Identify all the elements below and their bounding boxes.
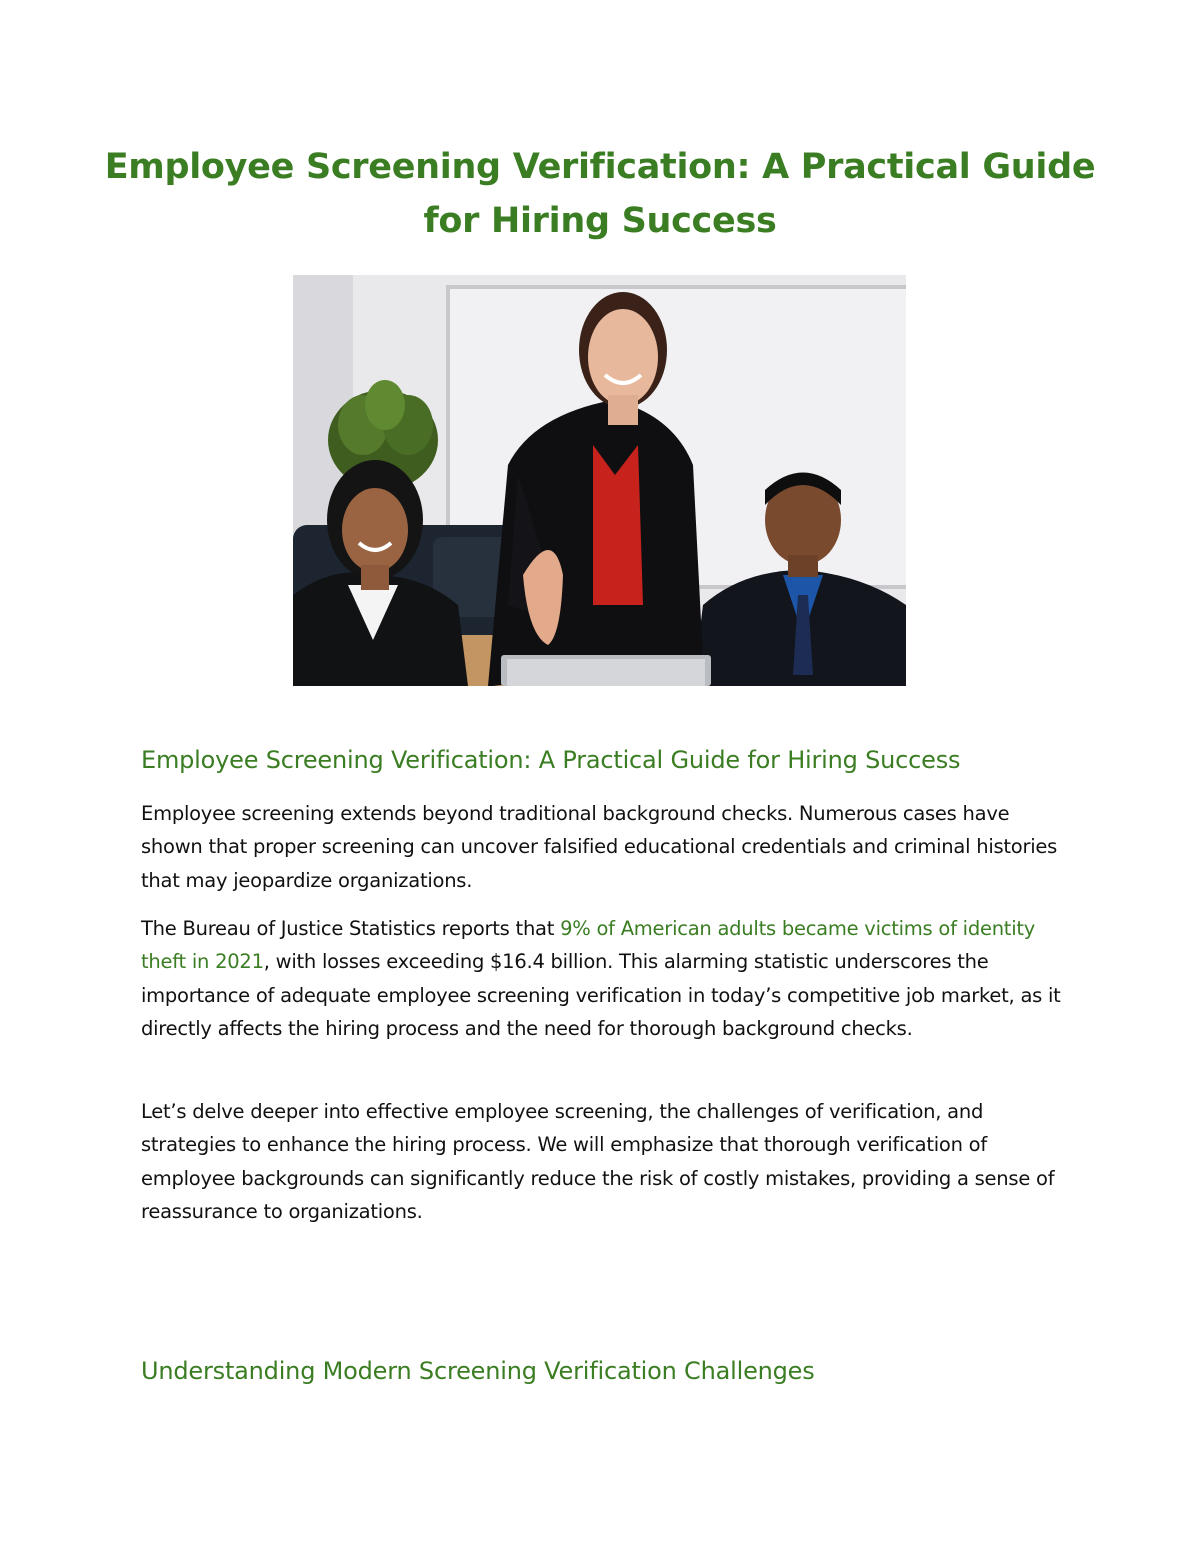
office-team-photo-icon <box>293 275 906 686</box>
section-heading-challenges: Understanding Modern Screening Verification Challenges <box>141 1357 815 1385</box>
paragraph-text-before-link: The Bureau of Justice Statistics reports that <box>141 917 561 940</box>
paragraph-text-after-link: , with losses exceeding $16.4 billion. This alarming statistic underscores the importance of adequate employee screening verification in today’s competitive job market, as it directly affects the hiring process and the need for thorough background checks. <box>141 950 1061 1040</box>
intro-paragraph-1: Employee screening extends beyond traditional background checks. Numerous cases have shown that proper screening can uncover falsified educational credentials and criminal histories that may jeopardize organizations. <box>141 802 1058 892</box>
identity-theft-statistic-link[interactable]: 9% of American adults became victims of identity theft in 2021 <box>141 917 1036 974</box>
section-heading-intro: Employee Screening Verification: A Practical Guide for Hiring Success <box>141 746 961 774</box>
intro-paragraph-3: Let’s delve deeper into effective employee screening, the challenges of verification, and strategies to enhance the hiring process. We will emphasize that thorough verification of employee backgrounds can significantly reduce the risk of costly mistakes, providing a sense of reassurance to organizations. <box>141 1100 1055 1223</box>
document-title: Employee Screening Verification: A Practical Guide for Hiring Success <box>104 147 1096 241</box>
hero-image <box>293 275 906 686</box>
intro-paragraph-2 <box>141 912 1066 1045</box>
